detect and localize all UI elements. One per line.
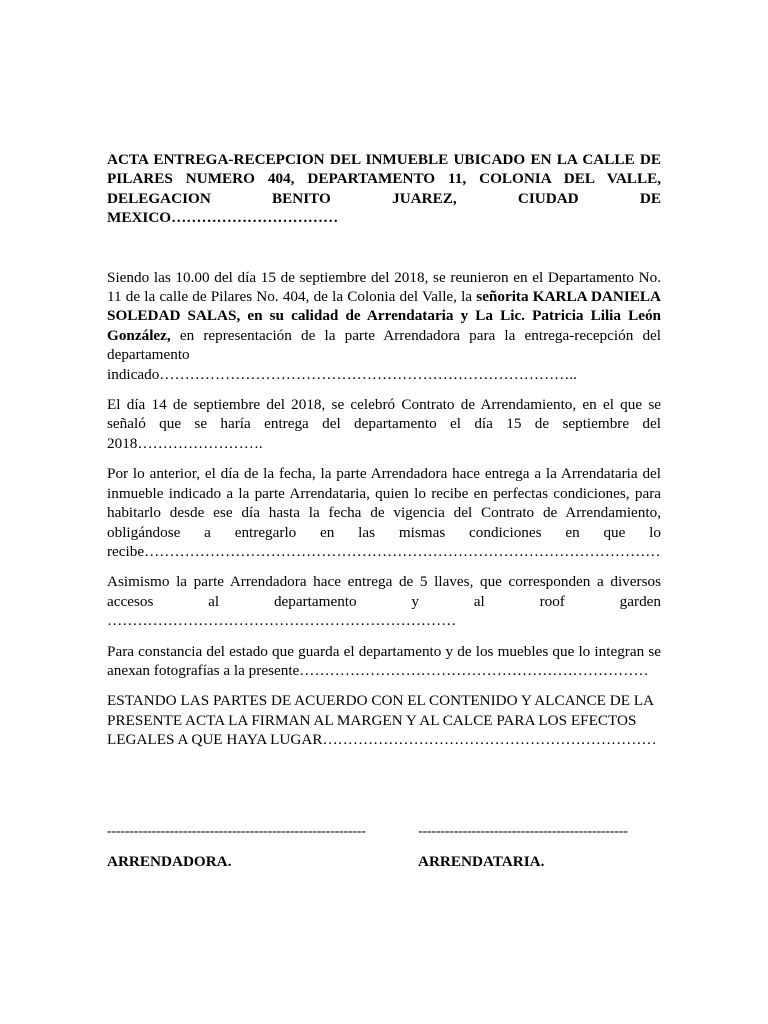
paragraph-keys: Asimismo la parte Arrendadora hace entrega de 5 llaves, que corresponden a diversos accesos al departamento y al roof garden …………………………………………………………… bbox=[107, 573, 661, 630]
paragraph-agreement: ESTANDO LAS PARTES DE ACUERDO CON EL CONTENIDO Y ALCANCE DE LA PRESENTE ACTA LA FIRMAN AL MARGEN Y AL CALCE PARA LOS EFECTOS LEGALES A QUE HAYA LUGAR………………………………………………………… bbox=[107, 692, 657, 749]
paragraph-delivery: Por lo anterior, el día de la fecha, la parte Arrendadora hace entrega a la Arrendataria del inmueble indicado a la parte Arrendataria, quien lo recibe en perfectas condiciones, para habitarlo desde ese día hasta la fecha de vigencia del Contrato de Arrendamiento, obligándose a entregarlo en las mismas condiciones en que lo recibe………………………………………………………………………………………… bbox=[107, 465, 661, 560]
paragraph-meeting-text-a: Siendo las 10.00 del día 15 de septiembre del 2018, se reunieron en el Departamento No. 11 de la calle de Pilares No. 404, de la Colonia del Valle, la bbox=[107, 268, 661, 306]
paragraph-meeting bbox=[107, 268, 661, 384]
signature-label-arrendataria: ARRENDATARIA. bbox=[418, 853, 545, 870]
signature-line-arrendataria: ----------------------------------------------- bbox=[418, 824, 628, 839]
paragraph-meeting-text-c: en representación de la parte Arrendadora para la entrega-recepción del departamento indicado……………………………………………………………………….. bbox=[107, 326, 661, 383]
document-title: ACTA ENTREGA-RECEPCION DEL INMUEBLE UBICADO EN LA CALLE DE PILARES NUMERO 404, DEPARTAMENTO 11, COLONIA DEL VALLE, DELEGACION BENITO JUAREZ, CIUDAD DE MEXICO…………………………… bbox=[107, 151, 661, 227]
signature-line-arrendadora: ---------------------------------------------------------- bbox=[107, 824, 366, 839]
paragraph-meeting-parties: señorita KARLA DANIELA SOLEDAD SALAS, en su calidad de Arrendataria y La Lic. Patricia Lilia León González, bbox=[107, 288, 661, 344]
paragraph-contract: El día 14 de septiembre del 2018, se celebró Contrato de Arrendamiento, en el que se señaló que se haría entrega del departamento el día 15 de septiembre del 2018……………………. bbox=[107, 396, 661, 452]
paragraph-photos: Para constancia del estado que guarda el departamento y de los muebles que lo integran se anexan fotografías a la presente…………………………………………………………… bbox=[107, 642, 661, 679]
document-body bbox=[107, 150, 661, 750]
signature-label-arrendadora: ARRENDADORA. bbox=[107, 853, 232, 870]
